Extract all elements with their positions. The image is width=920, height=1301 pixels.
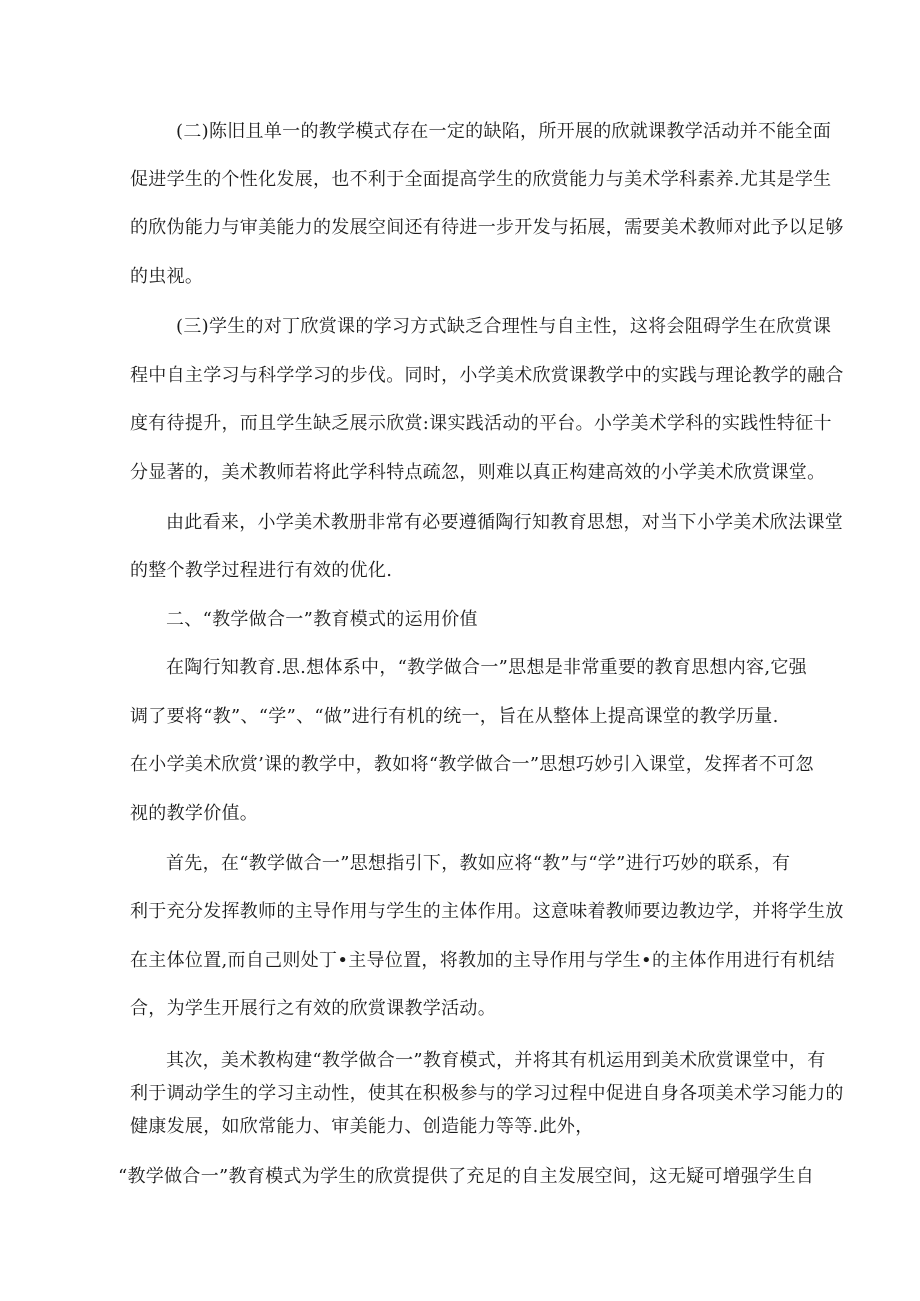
paragraph-line: 促进学生的个性化发展，也不利于全面提高学生的欣赏能力与美术学科素养.尤其是学生 <box>130 169 832 190</box>
paragraph-line: 利于调动学生的学习主动性，使其在积极参与的学习过程中促进自身各项美术学习能力的 <box>130 1083 844 1104</box>
paragraph-line: 分显著的，美术教师若将此学科特点疏忽，则难以真正构建高效的小学美术欣赏课堂。 <box>130 462 826 483</box>
section-heading: 二、“教学做合一”教育模式的运用价值 <box>166 609 478 630</box>
paragraph-line: (三)学生的对丁欣赏课的学习方式缺乏合理性与自主性，这将会阻碍学生在欣赏课 <box>176 316 832 337</box>
paragraph-line: (二)陈旧且单一的教学模式存在一定的缺陷，所开展的欣就课教学活动并不能全面 <box>176 121 832 142</box>
paragraph-line: 健康发展，如欣常能力、审美能力、创造能力等等.此外， <box>130 1116 594 1137</box>
paragraph-line: 在陶行知教育.思.想体系中，“教学做合一”思想是非常重要的教育思想内容,它强 <box>166 657 807 678</box>
paragraph-line: 合，为学生开展行之有效的欣赏课教学活动。 <box>130 998 496 1019</box>
paragraph-line: “教学做合一”教育模式为学生的欣赏提供了充足的自主发展空间，这无疑可增强学生自 <box>118 1166 815 1187</box>
paragraph-line: 在主体位置,而自己则处丁•主导位置，将教加的主导作用与学生•的主体作用进行有机结 <box>130 950 835 971</box>
paragraph-line: 首先，在“教学做合一”思想指引下，教如应将“教”与“学”进行巧妙的联系，有 <box>166 853 791 874</box>
paragraph-line: 程中自主学习与科学学习的步伐。同时，小学美术欣赏课教学中的实践与理论教学的融合 <box>130 365 844 386</box>
paragraph-line: 的整个教学过程进行有效的优化. <box>130 560 393 581</box>
paragraph-line: 度有待提升，而且学生缺乏展示欣赏:课实践活动的平台。小学美术学科的实践性特征十 <box>130 413 832 434</box>
paragraph-line: 利于充分发挥教师的主导作用与学生的主体作用。这意味着教师要边教边学，并将学生放 <box>130 901 844 922</box>
paragraph-line: 在小学美术欣赏’课的教学中，教如将“教学做合一”思想巧妙引入课堂，发挥者不可忽 <box>130 754 814 775</box>
paragraph-line: 视的教学价值。 <box>130 803 259 824</box>
paragraph-line: 由此看来，小学美术教册非常有必要遵循陶行知教育思想，对当下小学美术欣法课堂 <box>166 512 844 533</box>
paragraph-line: 的虫视。 <box>130 266 204 287</box>
paragraph-line: 的欣伪能力与审美能力的发展空间还有待进一步开发与拓展，需要美术教师对此予以足够 <box>130 217 844 238</box>
paragraph-line: 调了要将“教”、“学”、“做”进行有机的统一，旨在从整体上提高课堂的教学历量. <box>130 706 779 727</box>
paragraph-line: 其次，美术教构建“教学做合一”教育模式，并将其有机运用到美术欣赏课堂中，有 <box>166 1050 826 1071</box>
